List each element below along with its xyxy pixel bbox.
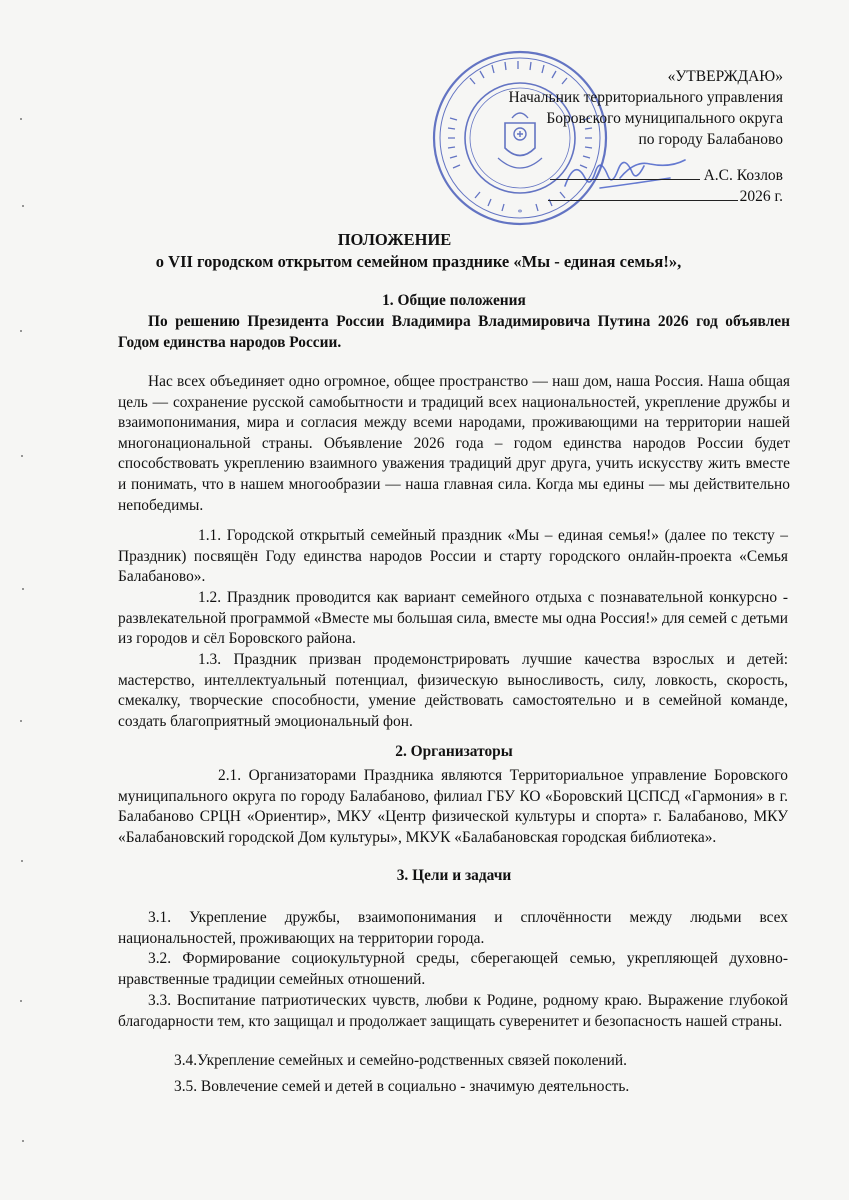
- scan-speck: [22, 205, 24, 207]
- section1-intro: Нас всех объединяет одно огромное, общее пространство — наш дом, наша Россия. Наша общая цель — сохранение русской самобытности и традиций всех национальностей, укрепление дружбы и взаимопонимания, мира и согласия между всеми народами, проживающими на территории нашей многонациональной страны. Объявление 2026 года – годом единства народов России будет способствовать укреплению взаимного уважения традиций друг друга, учить искусству жить вместе и понимать, что в нашем многообразии — наша главная сила. Когда мы едины — мы действительно непобедимы.: [118, 373, 790, 514]
- scan-speck: [20, 118, 22, 120]
- approval-header: «УТВЕРЖДАЮ»: [667, 68, 783, 85]
- scan-speck: [21, 455, 23, 457]
- paragraph-1-3: 1.3. Праздник призван продемонстрировать лучшие качества взрослых и детей: мастерство, интеллектуальный потенциал, физическую выносливость, силу, ловкость, скорость, смекалку, творческие способности, умение действовать самостоятельно и в семейной команде, создать благоприятный эмоциональный фон.: [118, 651, 788, 730]
- section3-heading: 3. Цели и задачи: [396, 867, 512, 884]
- approval-position-line1: Начальник территориального управления: [508, 89, 783, 106]
- approval-position-line3: по городу Балабаново: [638, 131, 783, 148]
- paragraph-3-4: 3.4.Укрепление семейных и семейно-родственных связей поколений.: [174, 1052, 627, 1069]
- signature-line: [550, 165, 700, 180]
- paragraph-3-5: 3.5. Вовлечение семей и детей в социально - значимую деятельность.: [174, 1078, 630, 1095]
- paragraph-1-2: 1.2. Праздник проводится как вариант семейного отдыха с познавательной конкурсно - развлекательной программой «Вместе мы большая сила, вместе мы одна Россия!» для семей с детьми из городов и сёл Боровского района.: [118, 589, 788, 648]
- paragraph-3-2: 3.2. Формирование социокультурной среды, сберегающей семью, укрепляющей духовно-нравственные традиции семейных отношений.: [118, 950, 788, 988]
- approval-date-year: 2026 г.: [739, 188, 783, 205]
- paragraph-3-3: 3.3. Воспитание патриотических чувств, любви к Родине, родному краю. Выражение глубокой благодарности тем, кто защищал и продолжает защищать суверенитет и безопасность нашей страны.: [118, 992, 788, 1030]
- scan-speck: [22, 1140, 24, 1142]
- scan-speck: [21, 860, 23, 862]
- approval-position-line2: Боровского муниципального округа: [546, 110, 783, 127]
- document-subtitle: о VII городском открытом семейном празднике «Мы - единая семья!»,: [155, 252, 682, 271]
- scan-speck: [20, 1000, 22, 1002]
- approval-signature-row: [383, 165, 783, 186]
- section1-lead: По решению Президента России Владимира Владимировича Путина 2026 год объявлен Годом единства народов России.: [118, 313, 790, 351]
- paragraph-3-1: 3.1. Укрепление дружбы, взаимопонимания и сплочённости между людьми всех национальностей, проживающих на территории города.: [118, 909, 788, 947]
- scan-speck: [22, 588, 24, 590]
- paragraph-2-1: 2.1. Организаторами Праздника являются Территориальное управление Боровского муниципального округа по городу Балабаново, филиал ГБУ КО «Боровский ЦСПСД «Гармония» в г. Балабаново СРЦН «Ориентир», МКУ «Центр физической культуры и спорта» г. Балабаново, МКУ «Балабановский городской Дом культуры», МКУК «Балабановская городская библиотека».: [118, 767, 788, 846]
- svg-text:*: *: [517, 208, 523, 219]
- section2-heading: 2. Организаторы: [395, 743, 513, 760]
- approval-signer: А.С. Козлов: [703, 167, 783, 184]
- approval-date-row: [383, 186, 783, 207]
- scan-speck: [20, 330, 22, 332]
- scan-speck: [20, 720, 22, 722]
- document-title: ПОЛОЖЕНИЕ: [337, 230, 452, 249]
- section1-heading: 1. Общие положения: [382, 292, 526, 309]
- approval-block: [383, 66, 783, 207]
- date-line: [548, 186, 738, 201]
- paragraph-1-1: 1.1. Городской открытый семейный праздник «Мы – единая семья!» (далее по тексту – Праздник) посвящён Году единства народов России и старту городского онлайн-проекта «Семья Балабаново».: [118, 527, 788, 586]
